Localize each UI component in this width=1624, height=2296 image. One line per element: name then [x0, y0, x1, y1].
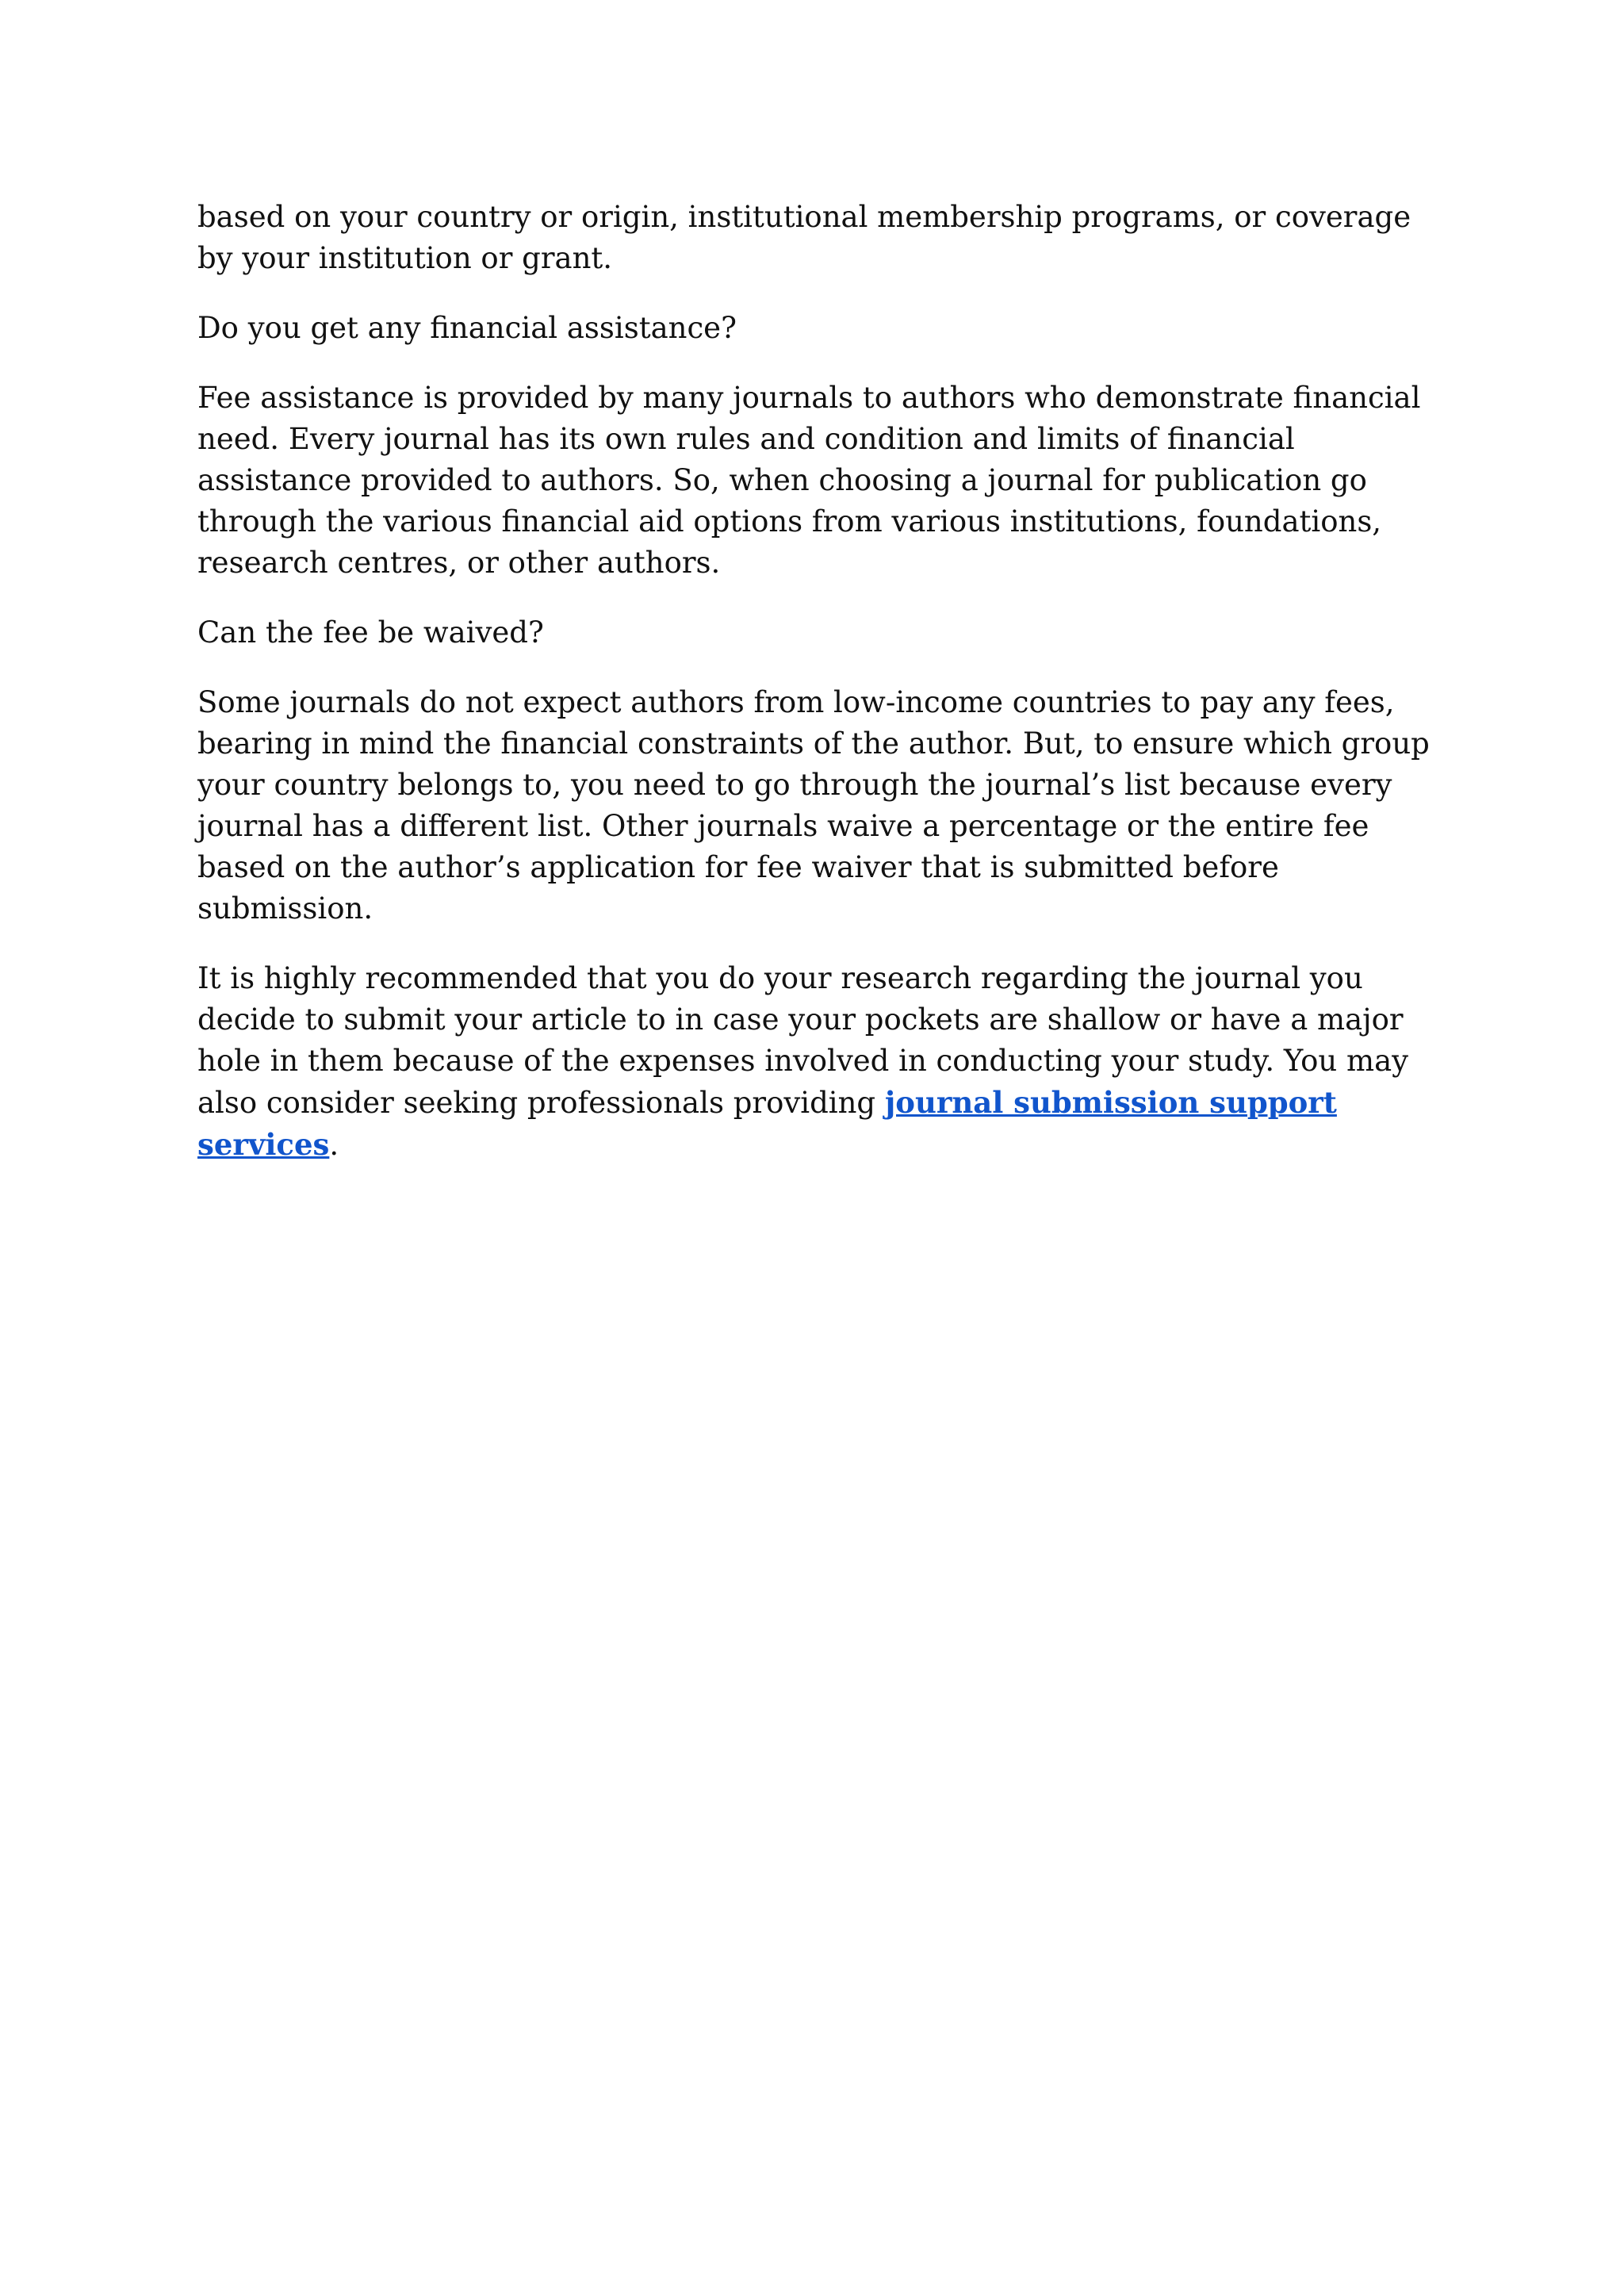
question-financial-assistance: Do you get any financial assistance?: [197, 311, 737, 345]
journal-submission-support-link[interactable]: journal submission support services: [197, 1085, 1337, 1162]
question-fee-waived: Can the fee be waived?: [197, 615, 544, 650]
document-body: [197, 197, 1450, 1194]
paragraph-fee-waiver: Some journals do not expect authors from low-income countries to pay any fees, bearing in mind the financial constraints of the author. But, to ensure which group your country belongs to, you need to go through the journal’s list because every journal has a different list. Other journals waive a percentage or the entire fee based on the author’s application for fee waiver that is submitted before submission.: [197, 685, 1430, 926]
paragraph-recommendation: [197, 958, 1450, 1166]
recommendation-end: .: [329, 1128, 339, 1162]
paragraph-fee-basis: based on your country or origin, institutional membership programs, or coverage by your institution or grant.: [197, 200, 1411, 275]
paragraph-fee-assistance: Fee assistance is provided by many journals to authors who demonstrate financial need. Every journal has its own rules and condition and limits of financial assistance provided to authors. So, when choosing a journal for publication go through the various financial aid options from various institutions, foundations, research centres, or other authors.: [197, 381, 1421, 580]
recommendation-text: It is highly recommended that you do your research regarding the journal you decide to submit your article to in case your pockets are shallow or have a major hole in them because of the expenses involved in conducting your study. You may also consider seeking professionals providing: [197, 961, 1409, 1120]
